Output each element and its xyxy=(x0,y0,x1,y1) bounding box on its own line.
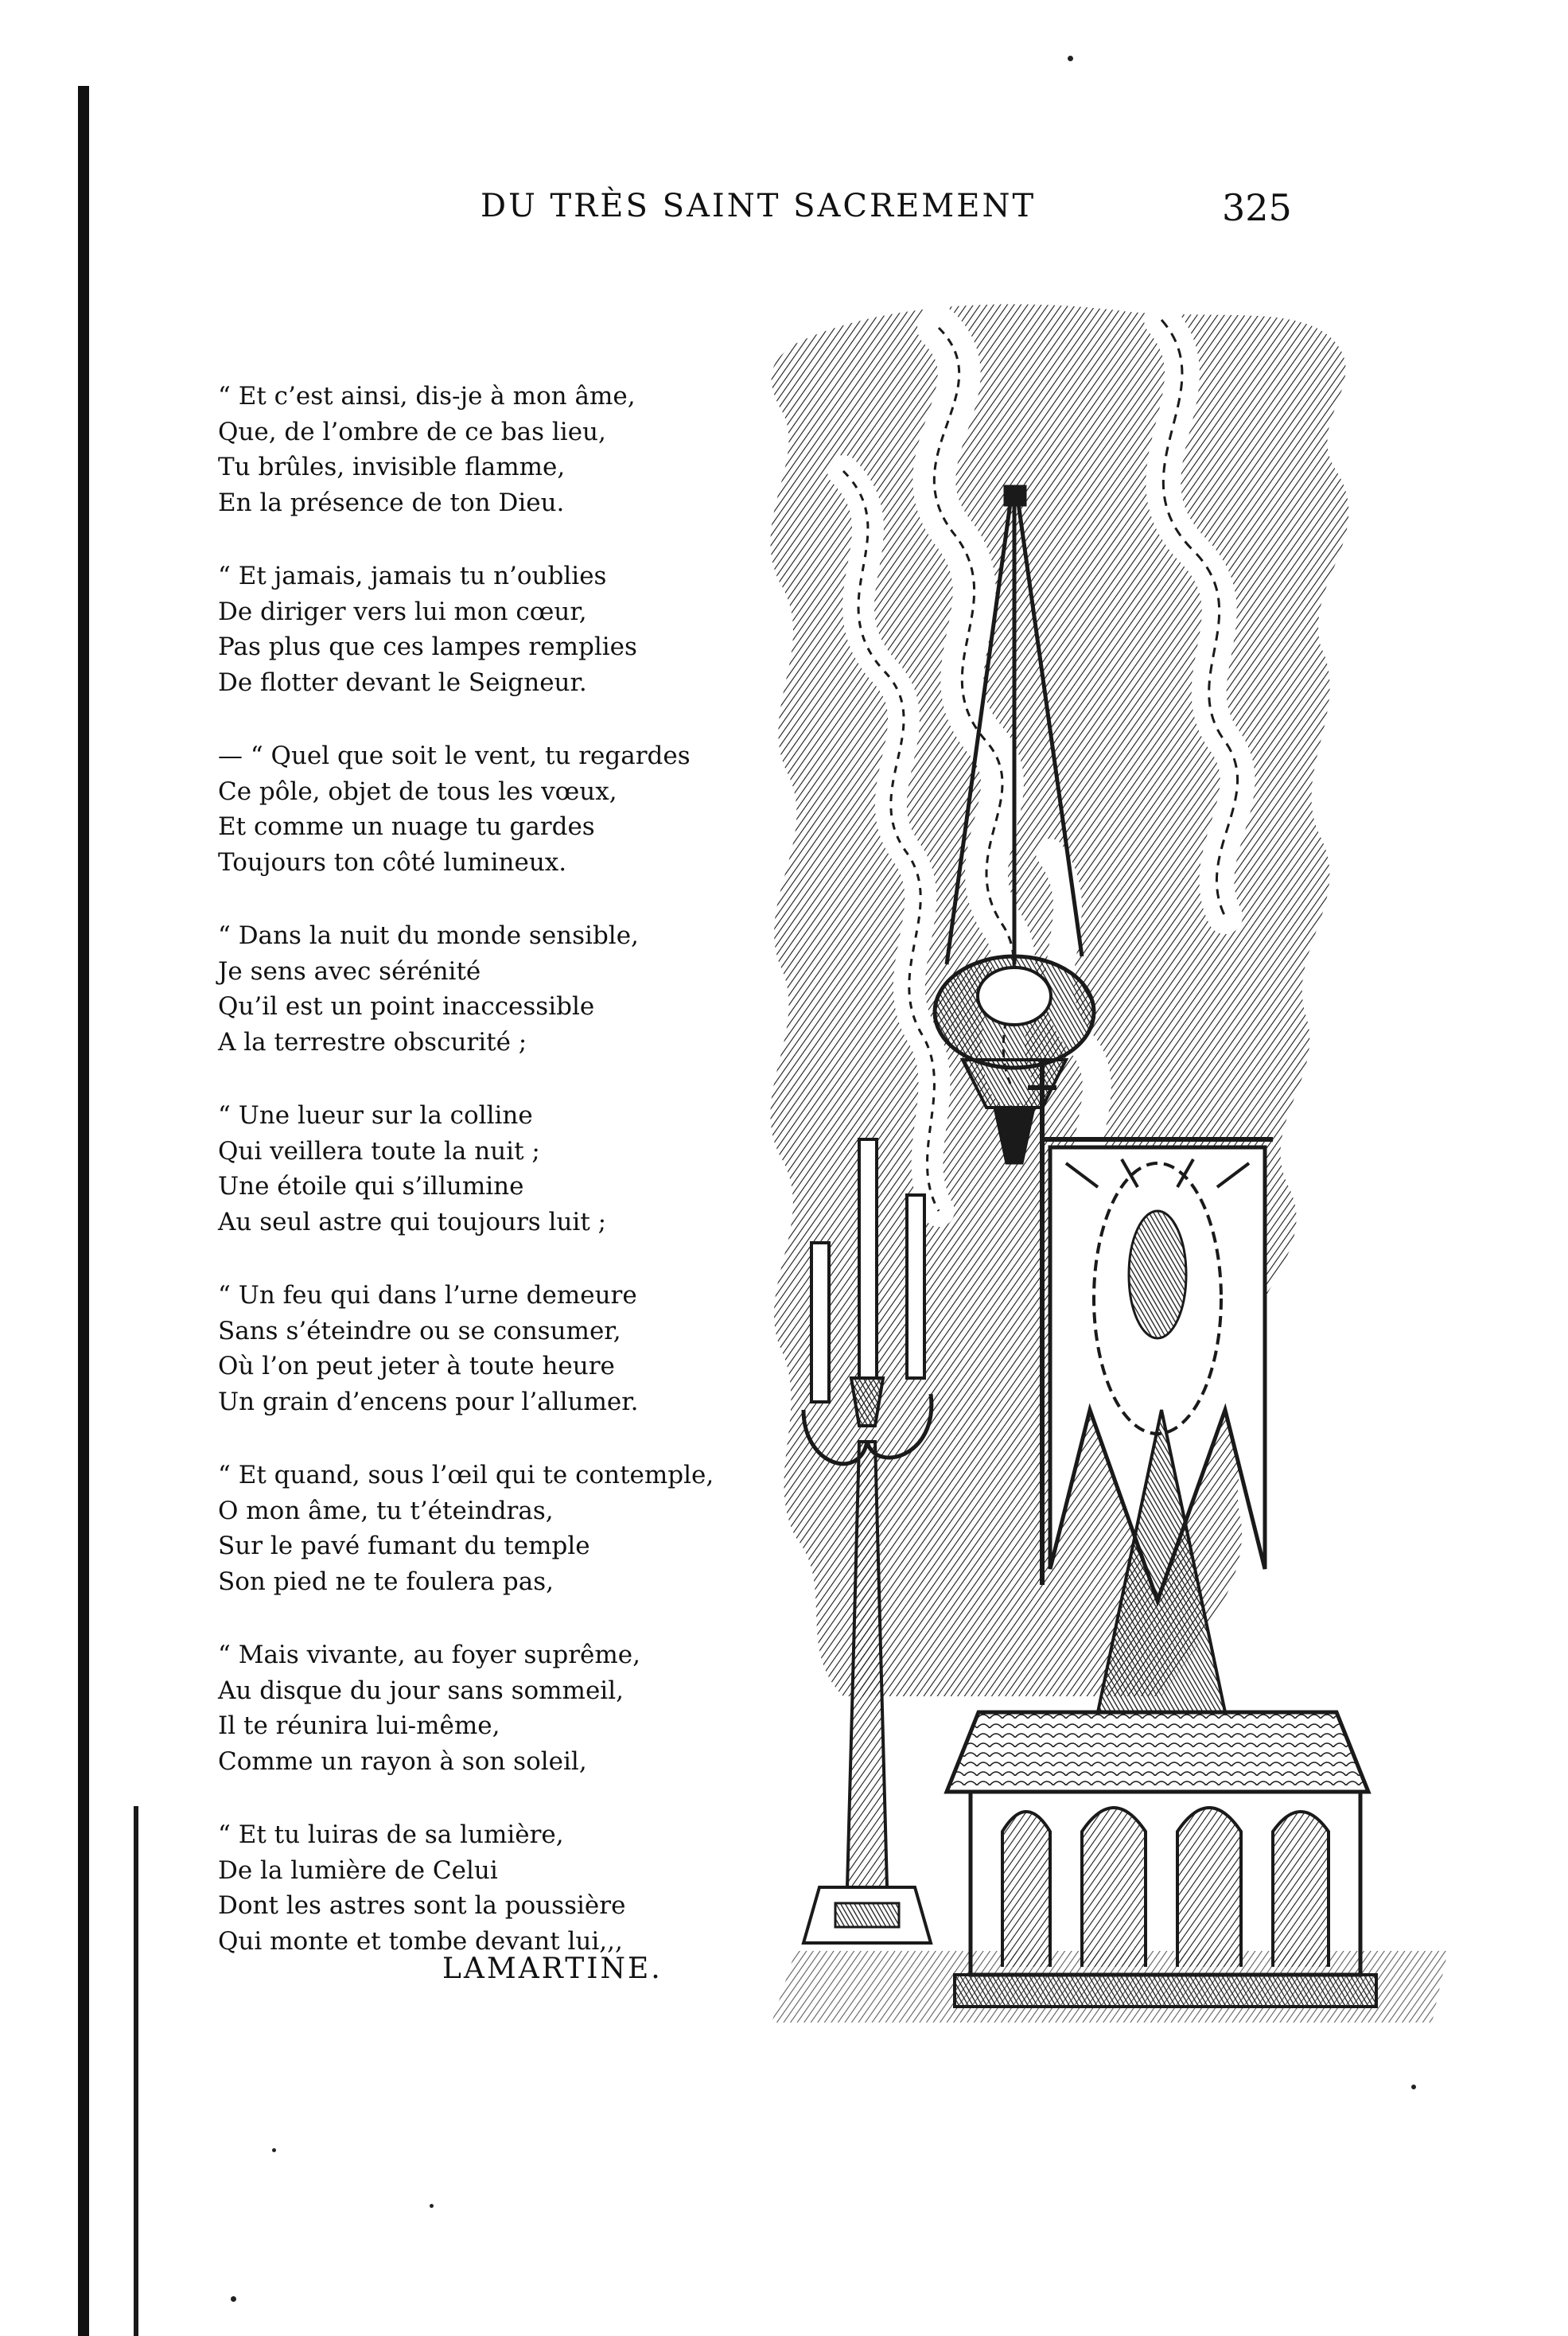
verse-line: “ Mais vivante, au foyer suprême, xyxy=(218,1641,640,1669)
verse-line: — “ Quel que soit le vent, tu regardes xyxy=(218,742,691,770)
verse-line: “ Et jamais, jamais tu n’oublies xyxy=(218,562,607,590)
binding-inner-line xyxy=(134,1806,138,2336)
verse-line: Qui veillera toute la nuit ; xyxy=(218,1136,540,1166)
print-speck xyxy=(430,2204,434,2208)
verse-line: “ Et tu luiras de sa lumière, xyxy=(218,1820,564,1849)
verse-line: De flotter devant le Seigneur. xyxy=(218,668,587,697)
author-signature: LAMARTINE. xyxy=(442,1953,663,1985)
stanza xyxy=(218,559,743,700)
print-speck xyxy=(1068,56,1073,61)
verse-line: “ Dans la nuit du monde sensible, xyxy=(218,921,639,950)
stanza xyxy=(218,918,743,1060)
verse-line: Toujours ton côté lumineux. xyxy=(218,847,567,877)
verse-line: Au disque du jour sans sommeil, xyxy=(218,1676,624,1705)
verse-line: Où l’on peut jeter à toute heure xyxy=(218,1352,615,1380)
verse-line: Sur le pavé fumant du temple xyxy=(218,1532,590,1560)
verse-line: Un grain d’encens pour l’allumer. xyxy=(218,1387,639,1416)
verse-line: Pas plus que ces lampes remplies xyxy=(218,633,637,661)
verse-line: Dont les astres sont la poussière xyxy=(218,1891,626,1920)
verse-line: “ Une lueur sur la colline xyxy=(218,1101,533,1130)
verse-line: Une étoile qui s’illumine xyxy=(218,1172,524,1201)
verse-line: Comme un rayon à son soleil, xyxy=(218,1746,587,1776)
verse-line: De la lumière de Celui xyxy=(218,1855,498,1885)
verse-line: Ce pôle, objet de tous les vœux, xyxy=(218,777,617,806)
altar-illustration xyxy=(748,296,1456,2030)
running-title: DU TRÈS SAINT SACREMENT xyxy=(481,188,1037,224)
floor-shading xyxy=(772,1951,1448,2023)
verse-line: De diriger vers lui mon cœur, xyxy=(218,597,587,626)
verse-line: Il te réunira lui-même, xyxy=(218,1711,500,1740)
verse-line: En la présence de ton Dieu. xyxy=(218,488,565,517)
verse-line: Tu brûles, invisible flamme, xyxy=(218,453,566,481)
stanza xyxy=(218,1458,743,1599)
verse-line: Qu’il est un point inaccessible xyxy=(218,992,595,1021)
print-speck xyxy=(231,2296,236,2302)
verse-line: O mon âme, tu t’éteindras, xyxy=(218,1496,554,1525)
stanza xyxy=(218,379,743,520)
verse-line: “ Un feu qui dans l’urne demeure xyxy=(218,1281,637,1310)
stanza xyxy=(218,1098,743,1240)
stanza xyxy=(218,1817,743,1959)
poem xyxy=(218,379,743,1997)
verse-line: “ Et quand, sous l’œil qui te contemple, xyxy=(218,1461,714,1489)
verse-line: A la terrestre obscurité ; xyxy=(218,1027,527,1057)
stanza xyxy=(218,738,743,880)
verse-line: “ Et c’est ainsi, dis-je à mon âme, xyxy=(218,382,636,411)
stanza xyxy=(218,1278,743,1419)
print-speck xyxy=(272,2148,276,2152)
page-number: 325 xyxy=(1222,186,1292,229)
verse-line: Au seul astre qui toujours luit ; xyxy=(218,1207,607,1236)
binding-shadow-bar xyxy=(78,86,89,2336)
stanza xyxy=(218,1637,743,1779)
verse-line: Que, de l’ombre de ce bas lieu, xyxy=(218,417,606,446)
print-speck xyxy=(1411,2085,1416,2089)
verse-line: Sans s’éteindre ou se consumer, xyxy=(218,1316,621,1345)
verse-line: Je sens avec sérénité xyxy=(218,956,481,986)
verse-line: Son pied ne te foulera pas, xyxy=(218,1567,554,1596)
verse-line: Et comme un nuage tu gardes xyxy=(218,812,595,841)
verse-line: Qui monte et tombe devant lui,,, xyxy=(218,1926,623,1956)
